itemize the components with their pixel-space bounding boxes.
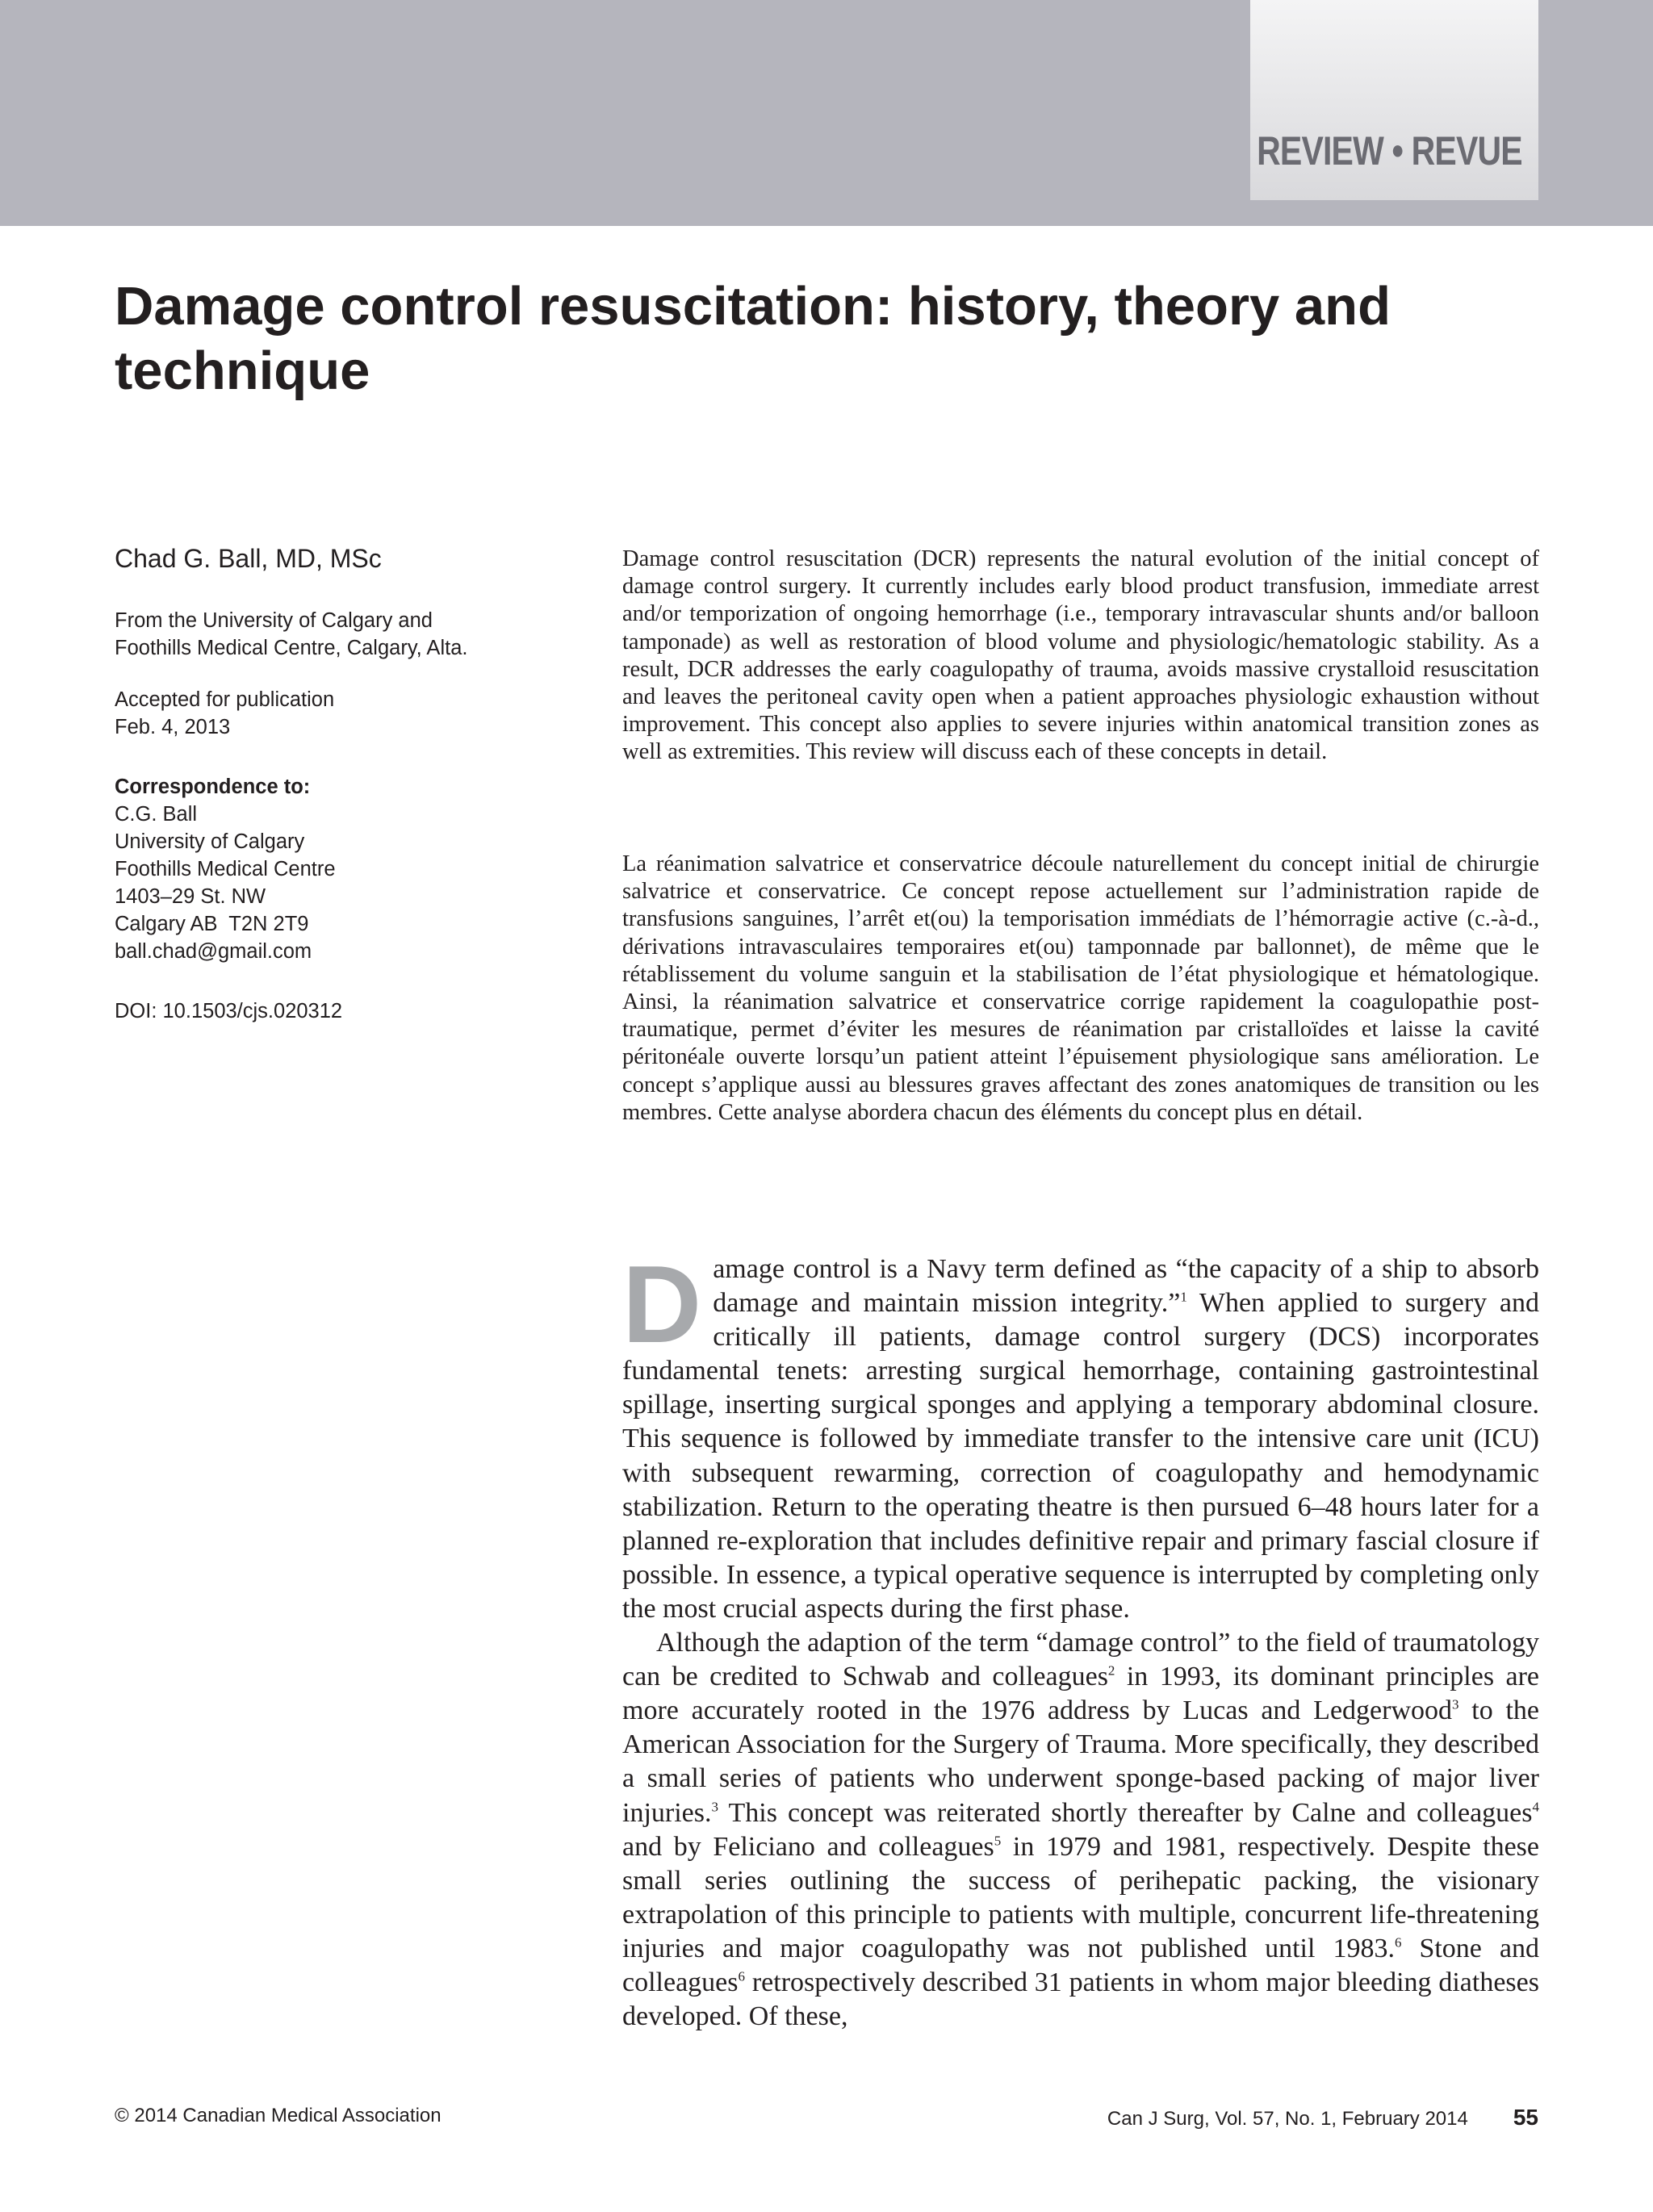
correspondence-email: ball.chad@gmail.com [115, 940, 312, 963]
page-number: 55 [1513, 2105, 1538, 2130]
body-text: amage control is a Navy term defined as “the capacity of a ship to absorb damage and maintain mission integrity.” [713, 1254, 1539, 1319]
reference-marker: 1 [1180, 1289, 1187, 1305]
correspondence [115, 773, 567, 965]
correspondence-line: Foothills Medical Centre [115, 858, 336, 880]
abstract-english: Damage control resuscitation (DCR) represents the natural evolution of the initial concept of damage control surgery. It currently includes early blood product transfusion, immediate arrest and/or temporization of ongoing hemorrhage (i.e., temporary intravascular shunts and/or balloon tamponade) as well as restoration of blood volume and physiologic/hematologic stability. As a result, DCR addresses the early coagulopathy of trauma, avoids massive crystalloid resuscitation and leaves the peritoneal cavity open when a patient approaches physiologic exhaustion without improvement. This concept also applies to severe injuries within anatomical transition zones as well as extremities. This review will discuss each of these concepts in detail. [622, 546, 1539, 765]
body-text: and by Feliciano and colleagues [622, 1831, 994, 1862]
reference-marker: 6 [1394, 1934, 1402, 1951]
footer-copyright: © 2014 Canadian Medical Association [115, 2105, 441, 2126]
body-text: to the American Association for the Surgery of Trauma. More specifically, they described a small series of patients who underwent sponge-based packing of major liver injuries. [622, 1696, 1540, 1828]
body-text: Although the adaption of the term “damage control” to the field of traumatology can be credited to Schwab and colleagues [622, 1628, 1539, 1692]
footer-citation [1107, 2105, 1538, 2130]
reference-marker: 4 [1532, 1799, 1539, 1815]
accepted-line: Feb. 4, 2013 [115, 716, 231, 738]
article-sidebar [115, 542, 567, 1049]
accepted-line: Accepted for publication [115, 688, 335, 711]
affiliation [115, 607, 567, 662]
affiliation-line: From the University of Calgary and [115, 609, 433, 632]
correspondence-line: C.G. Ball [115, 803, 198, 826]
reference-marker: 6 [738, 1968, 745, 1984]
section-label: REVIEW • REVUE [1257, 128, 1522, 174]
body-text: in 1979 and 1981, respectively. Despite these small series outlining the success of perihepatic packing, the visionary extrapolation of this principle to patients with multiple, concurrent life-threatening injuries and major coagulopathy was not published until 1983. [622, 1831, 1539, 1963]
body-paragraph [622, 1626, 1539, 2034]
body-text: This concept was reiterated shortly thereafter by Calne and colleagues [718, 1797, 1533, 1828]
body-text: Stone and colleagues [622, 1933, 1539, 1997]
body-paragraph [622, 1243, 1539, 1626]
accepted-date [115, 686, 567, 741]
correspondence-line: 1403–29 St. NW [115, 885, 266, 908]
body-text: retrospectively described 31 patients in whom major bleeding diatheses developed. Of these, [622, 1967, 1539, 2032]
article-title: Damage control resuscitation: history, theory and technique [115, 276, 1391, 401]
reference-marker: 2 [1107, 1662, 1115, 1679]
correspondence-line: University of Calgary [115, 830, 305, 853]
body-text: When applied to surgery and critically ill patients, damage control surgery (DCS) incorporates fundamental tenets: arresting surgical hemorrhage, containing gastrointestinal spillage, inserting surgical sponges and applying a temporary abdominal closure. This sequence is followed by immediate transfer to the intensive care unit (ICU) with subsequent rewarming, correction of coagulopathy and hemodynamic stabilization. Return to the operating theatre is then pursued 6–48 hours later for a planned re-exploration that includes definitive repair and primary fascial closure if possible. In essence, a typical operative sequence is interrupted by completing only the most crucial aspects during the first phase. [622, 1288, 1539, 1624]
reference-marker: 3 [711, 1799, 718, 1815]
correspondence-line: Calgary AB T2N 2T9 [115, 913, 309, 935]
article-body [622, 1243, 1540, 2034]
body-text: in 1993, its dominant principles are more accurately rooted in the 1976 address by Lucas and Ledgerwood [622, 1662, 1539, 1726]
correspondence-label: Correspondence to: [115, 776, 311, 798]
doi: DOI: 10.1503/cjs.020312 [115, 1000, 343, 1022]
affiliation-line: Foothills Medical Centre, Calgary, Alta. [115, 637, 468, 659]
abstract-french: La réanimation salvatrice et conservatrice découle naturellement du concept initial de chirurgie salvatrice et conservatrice. Ce concept repose actuellement sur l’administration rapide de transfusions sanguines, l’arrêt et(ou) la temporisation immédiats de l’hémorragie active (c.-à-d., dérivations intravasculaires temporaires et(ou) tamponnade par ballonnet), de même que le rétablissement du volume sanguin et la stabilisation de l’état physiologique et hématologique. Ainsi, la réanimation salvatrice et conservatrice corrige rapidement la coagulopathie post-traumatique, permet d’éviter les mesures de réanimation par cristalloïdes et laisse la cavité péritonéale ouverte lorsqu’un patient atteint l’épuisement physiologique sans amélioration. Le concept s’applique aussi au blessures graves affectant des zones anatomiques de transition ou les membres. Cette analyse abordera chacun des éléments du concept plus en détail. [622, 851, 1539, 1125]
reference-marker: 3 [1452, 1696, 1459, 1712]
reference-marker: 5 [994, 1833, 1002, 1849]
section-tab [1250, 0, 1538, 200]
drop-cap: D [622, 1243, 702, 1365]
journal-citation: Can J Surg, Vol. 57, No. 1, February 2014 [1107, 2108, 1468, 2130]
author-name: Chad G. Ball, MD, MSc [115, 544, 382, 573]
